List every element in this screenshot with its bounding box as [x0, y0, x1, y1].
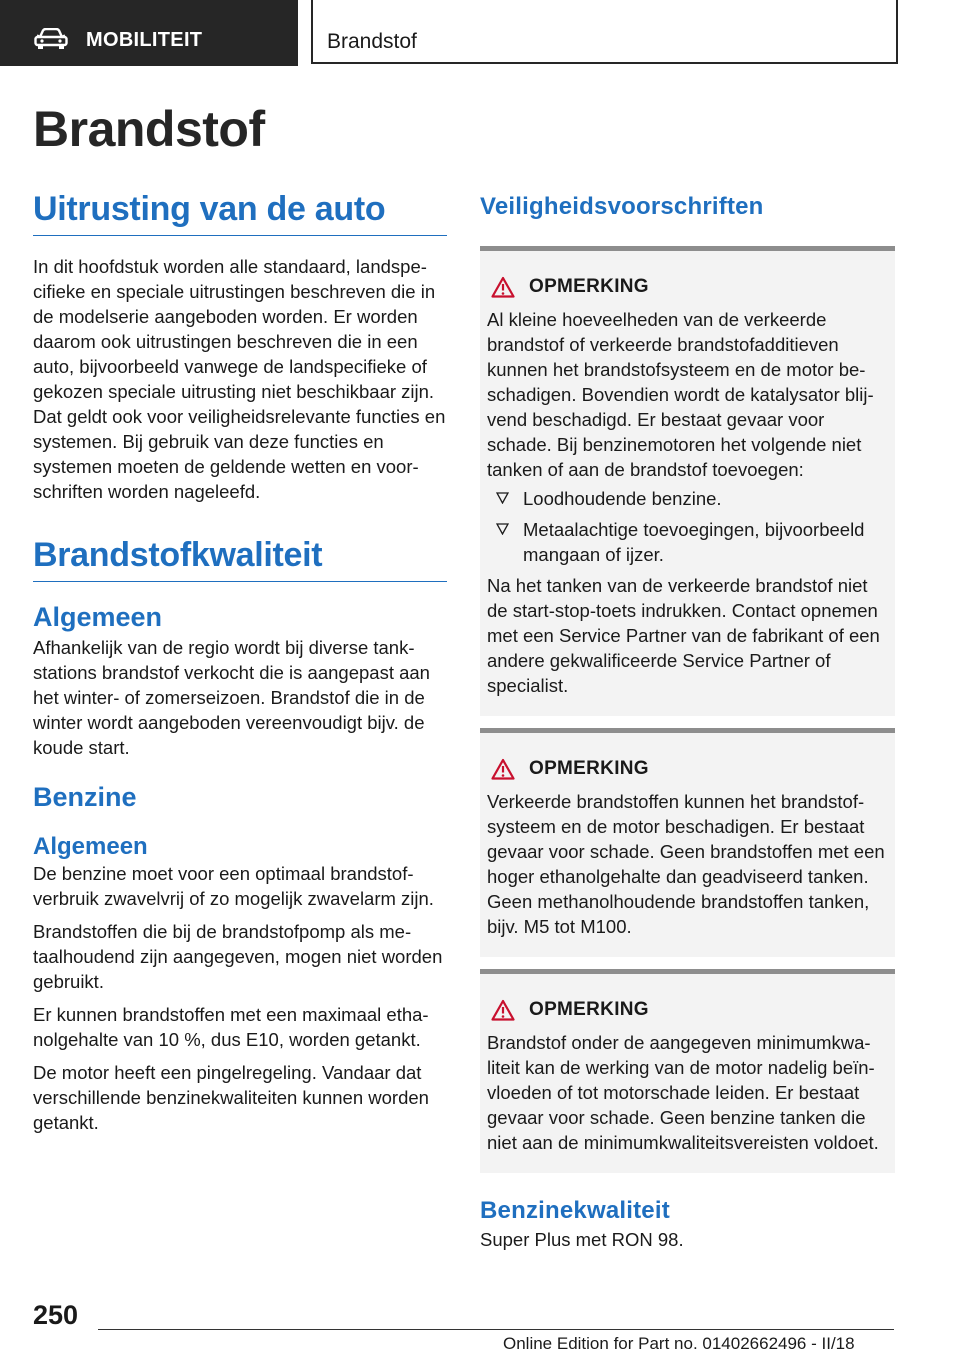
section-tab — [0, 0, 298, 66]
petrol-paragraph: Brandstoffen die bij de brandstofpomp als metaalhoudend zijn aangegeven, mogen niet worden gebruikt. — [33, 921, 443, 992]
note-header — [487, 751, 887, 787]
section-label: MOBILITEIT — [86, 29, 203, 51]
footer-edition: Online Edition for Part no. 01402662496 - II/18 — [503, 1334, 855, 1353]
petrol-paragraph: De motor heeft een pingelregeling. Vandaar dat verschillende benzinekwaliteiten kunnen worden getankt. — [33, 1062, 429, 1133]
note-text: Brandstof onder de aangegeven minimumkwaliteit kan de werking van de motor nadelig beïnvloeden of tot motorschade leiden. Er bestaat gevaar voor schade. Geen benzine tanken die niet aan de minimumkwaliteitsvereisten voldoet. — [487, 1032, 879, 1153]
bullet-triangle-icon — [496, 523, 509, 535]
page-title: Brandstof — [33, 101, 265, 157]
bullet-triangle-icon — [496, 492, 509, 504]
note-text: Al kleine hoeveelheden van de verkeerde brandstof of verkeerde brandstofadditieven kunnen het brandstofsysteem en de motor beschadigen. Bovendien wordt de katalysator blijvend beschadigd. Er bestaat gevaar voor schade. Bij benzinemotoren het volgende niet tanken of aan de brandstof toevoegen: — [487, 309, 874, 480]
petrol-paragraph: Er kunnen brandstoffen met een maximaal ethanolgehalte van 10 %, dus E10, worden getankt. — [33, 1004, 429, 1050]
note-text: Verkeerde brandstoffen kunnen het brandstofsysteem en de motor beschadigen. Er bestaat gevaar voor schade. Geen brandstoffen met een hoger ethanolgehalte dan geadviseerd tanken. Geen methanolhoudende brandstoffen tanken, bijv. M5 tot M100. — [487, 791, 885, 937]
car-icon — [34, 28, 68, 50]
warning-triangle-icon — [491, 999, 515, 1021]
warning-note — [480, 246, 895, 716]
petrol-paragraph: De benzine moet voor een optimaal brandstofverbruik zwavelvrij of zo mogelijk zwavelarm zijn. — [33, 863, 434, 909]
fuel-quality-heading: Brandstofkwaliteit — [33, 536, 447, 582]
warning-triangle-icon — [491, 758, 515, 780]
footer-divider — [98, 1329, 894, 1330]
warning-note — [480, 728, 895, 957]
note-header — [487, 992, 887, 1028]
warning-note — [480, 969, 895, 1173]
equipment-text: In dit hoofdstuk worden alle standaard, landspecifieke en speciale uitrustingen beschreven die in de modelserie aangeboden worden. Er worden daarom ook uitrustingen beschreven die in een auto, bijvoorbeeld vanwege de landspecifieke of gekozen speciale uitrusting niet beschikbaar zijn. Dat geldt ook voor veiligheidsrelevante functies en systemen. Bij gebruik van deze functies en systemen moeten de geldende wetten en voorschriften worden nageleefd. — [33, 256, 446, 502]
note-bullet-list — [487, 486, 887, 567]
petrol-quality-text: Super Plus met RON 98. — [480, 1229, 684, 1250]
chapter-tab — [311, 0, 898, 64]
right-column — [480, 190, 895, 1252]
general-text: Afhankelijk van de regio wordt bij diverse tankstations brandstof verkocht die is aangepast aan het winter- of zomerseizoen. Brandstof die in de winter wordt aangeboden vereenvoudigt bijv. de koude start. — [33, 637, 430, 758]
note-title: OPMERKING — [529, 999, 649, 1020]
note-text-after: Na het tanken van de verkeerde brandstof niet de start-stop-toets indrukken. Contact opnemen met een Service Partner van de fabrikant of een andere gekwalificeerde Service Partner of specialist. — [487, 575, 880, 696]
page-number: 250 — [33, 1300, 79, 1330]
page-header — [0, 0, 960, 66]
chapter-label: Brandstof — [327, 30, 417, 53]
safety-heading: Veiligheidsvoorschriften — [480, 193, 764, 220]
equipment-heading: Uitrusting van de auto — [33, 190, 447, 236]
note-title: OPMERKING — [529, 758, 649, 779]
note-header — [487, 269, 887, 305]
warning-triangle-icon — [491, 276, 515, 298]
petrol-quality-heading: Benzinekwaliteit — [480, 1197, 670, 1224]
list-item: Loodhoudende benzine. — [487, 486, 887, 511]
note-title: OPMERKING — [529, 276, 649, 297]
petrol-general-heading: Algemeen — [33, 833, 148, 860]
list-item: Metaalachtige toevoegingen, bijvoorbeeld mangaan of ijzer. — [487, 517, 887, 567]
general-heading: Algemeen — [33, 602, 163, 632]
left-column — [33, 190, 447, 1135]
petrol-heading: Benzine — [33, 782, 137, 812]
